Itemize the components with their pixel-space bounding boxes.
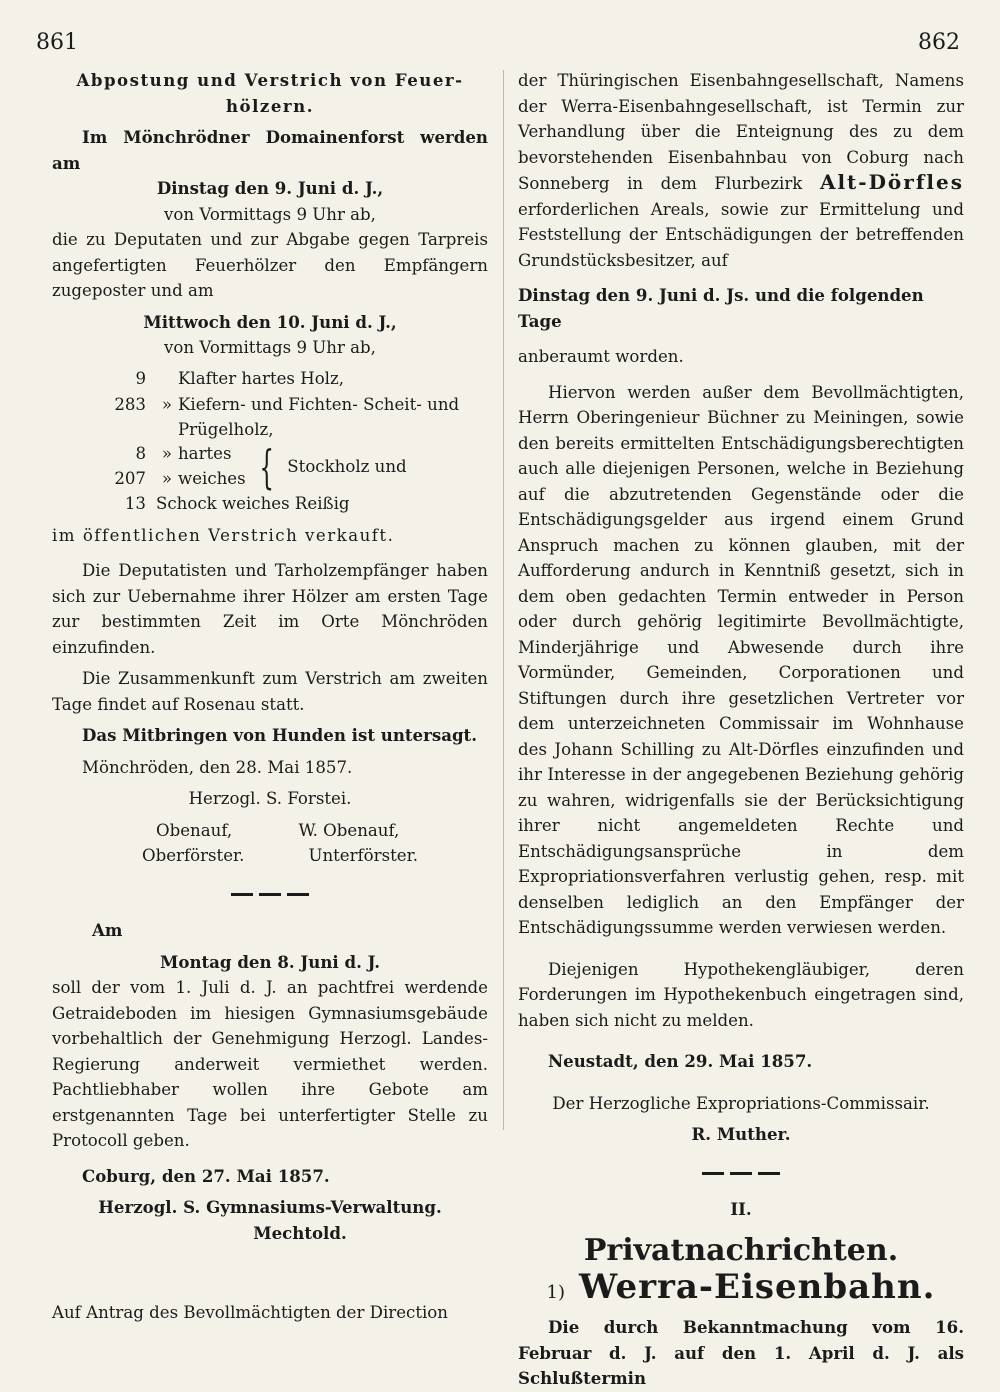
paragraph: soll der vom 1. Juli d. J. an pachtfrei werdende Getraideboden im hiesigen Gymnasiumsgebäude vorbehaltlich der Genehmigung Herzogl. Landes-Regierung anderweit vermiethet werden. Pachtliebhaber wollen ihre Gebote am erstgenannten Tage bei unterfertigter Stelle zu Protocoll geben. [52, 978, 488, 1150]
list-item: 8 » hartes [135, 444, 232, 464]
subsection-number: 1) [546, 1281, 566, 1303]
brace-glyph: { [259, 439, 274, 494]
anberaumt-line: anberaumt worden. [518, 347, 684, 366]
wood-list [86, 367, 488, 517]
paragraph: Hiervon werden außer dem Bevollmächtigten, Herrn Oberingenieur Büchner zu Meiningen, sowie den bereits ermittelten Entschädigungsberechtigten auch alle diejenigen Personen, welche in Beziehung auf die abzutretenden Gegenstände oder die Entschädigungsgelder aus irgend einem Grund Anspruch machen zu können glauben, mit der Aufforderung andurch in Kenntniß gesetzt, sich in dem oben gedachten Termin entweder in Person oder durch gehörig legitimirte Bevollmächtigte, Minderjährige und Abwesende durch ihre Vormünder, Gemeinden, Corporationen und Stiftungen durch ihre gesetzlichen Vertreter vor dem unterzeichneten Commissair im Wohnhause des Johann Schilling zu Alt-Dörfles einzufinden und ihr Interesse in der angegebenen Beziehung gehörig zu wahren, widrigenfalls sie der Berücksichtigung ihrer nicht angemeldeten Rechte und Entschädigungsansprüche in dem Expropriationsverfahren verlustig gehen, resp. mit denselben lediglich an den Empfänger der Entschädigungssumme werden verwiesen werden. [518, 382, 964, 937]
time-line-1: von Vormittags 9 Uhr ab, [164, 204, 376, 224]
signatures [52, 818, 488, 869]
place-date: Neustadt, den 29. Mai 1857. [548, 1051, 813, 1071]
paragraph: Das Mitbringen von Hunden ist untersagt. [82, 725, 477, 745]
paragraph: Die Zusammenkunft zum Verstrich am zweiten Tage findet auf Rosenau statt. [52, 669, 488, 714]
list-item: 9 Klafter hartes Holz, [135, 369, 345, 389]
date-line-1: Dinstag den 9. Juni d. J., [156, 178, 384, 198]
right-column [518, 68, 964, 1392]
signature-name: W. Obenauf, [298, 820, 400, 840]
list-item: 13 Schock weiches Reißig [124, 494, 350, 514]
date-line-2: Mittwoch den 10. Juni d. J., [143, 311, 397, 332]
notice-title-line1: Abpostung und Verstrich von Feuer- [76, 70, 464, 90]
paragraph-continued: Auf Antrag des Bevollmächtigten der Direction [52, 1303, 448, 1322]
issuing-office: Herzogl. S. Gymnasiums-Verwaltung. [98, 1197, 442, 1217]
time-line-2: von Vormittags 9 Uhr ab, [164, 338, 376, 357]
notice-title-line2: hölzern. [225, 95, 314, 116]
signature-name: Mechtold. [253, 1222, 347, 1243]
date-line-3: Montag den 8. Juni d. J. [160, 951, 380, 972]
date-line: Dinstag den 9. Juni d. Js. und die folgenden Tage [518, 285, 924, 331]
paragraph: Die durch Bekanntmachung vom 16. Februar d. J. auf den 1. April d. J. als Schlußtermin [518, 1317, 964, 1388]
section-heading: Privatnachrichten. [583, 1232, 899, 1268]
place-date: Mönchröden, den 28. Mai 1857. [82, 757, 353, 777]
paragraph: Die Deputatisten und Tarholzempfänger haben sich zur Uebernahme ihrer Hölzer am ersten Tage zur bestimmten Zeit im Orte Mönchröden einzufinden. [52, 561, 488, 657]
list-item: 283 » Kiefern- und Fichten- Scheit- und Prügelholz, [114, 394, 460, 439]
page-number-right: 862 [918, 30, 960, 55]
section-separator [52, 881, 488, 907]
list-item: 207 » weiches [114, 469, 246, 489]
intro-text: Im Mönchrödner Domainenforst werden am [52, 127, 488, 173]
page-number-left: 861 [36, 30, 78, 55]
signature-title: Unterförster. [308, 846, 418, 865]
signature-title: Oberförster. [142, 846, 245, 865]
left-column [52, 68, 488, 1326]
issuing-office: Herzogl. S. Forstei. [188, 789, 352, 808]
issuing-office: Der Herzogliche Expropriations-Commissair. [552, 1093, 930, 1113]
paragraph: Diejenigen Hypothekengläubiger, deren Forderungen im Hypothekenbuch eingetragen sind, haben sich nicht zu melden. [518, 959, 964, 1030]
column-divider [503, 70, 504, 1130]
group-suffix: Stockholz und [287, 456, 407, 476]
subsection-heading [518, 1266, 964, 1307]
place-date: Coburg, den 27. Mai 1857. [82, 1165, 330, 1186]
subsection-title: Werra-Eisenbahn. [579, 1266, 936, 1307]
signature-name: Obenauf, [156, 820, 233, 840]
signature-name: R. Muther. [691, 1124, 791, 1144]
sale-line: im öffentlichen Verstrich verkauft. [52, 525, 395, 545]
list-item-group [86, 439, 488, 494]
place-name: Alt-Dörfles [819, 170, 964, 194]
section-separator [518, 1160, 964, 1186]
am-label: Am [92, 920, 123, 940]
intro-text-2: die zu Deputaten und zur Abgabe gegen Tarpreis angefertigten Feuerhölzer den Empfängern zugeposter und am [52, 230, 488, 300]
section-number: II. [730, 1199, 752, 1219]
paragraph: der Thüringischen Eisenbahngesellschaft, Namens der Werra-Eisenbahngesellschaft, ist Termin zur Verhandlung über die Enteignung des zu dem bevorstehenden Eisenbahnbau von Coburg nach Sonneberg in dem Flurbezirk Alt-Dörfles erforderlichen Areals, sowie zur Ermittelung und Feststellung der Entschädigungen der betreffenden Grundstücksbesitzer, auf [518, 71, 964, 270]
